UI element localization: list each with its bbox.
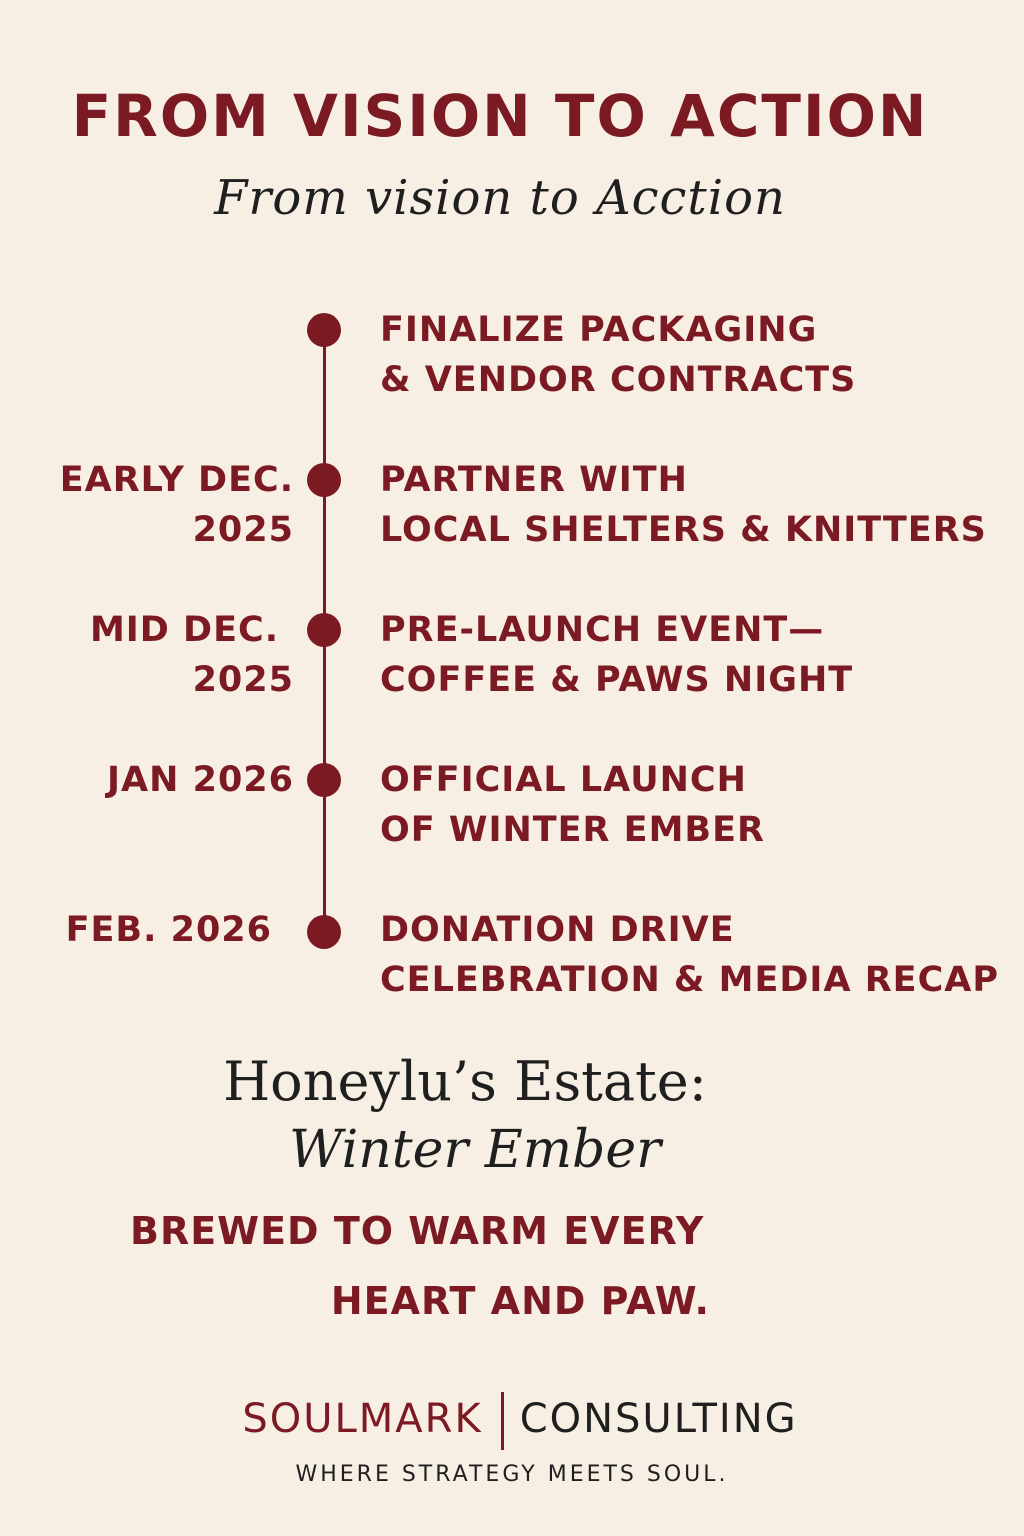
event-line: PARTNER WITH <box>380 460 688 500</box>
timeline-dot <box>307 463 341 497</box>
event-line: & VENDOR CONTRACTS <box>380 360 857 400</box>
timeline-date <box>14 755 294 805</box>
timeline-dot <box>307 313 341 347</box>
timeline-date <box>0 605 294 705</box>
timeline-dot <box>307 763 341 797</box>
logo-text-consulting: CONSULTING <box>519 1396 798 1442</box>
event-line: CELEBRATION & MEDIA RECAP <box>380 960 1000 1000</box>
timeline-dot <box>307 613 341 647</box>
company-logo <box>0 1392 1024 1450</box>
page-title: FROM VISION TO ACTION <box>71 82 929 150</box>
tagline-line: BREWED TO WARM EVERY <box>130 1209 705 1253</box>
timeline-event <box>380 905 1010 1005</box>
timeline-date <box>0 905 272 955</box>
date-line: JAN 2026 <box>107 760 294 800</box>
timeline-event <box>380 305 1010 405</box>
timeline-event <box>380 605 1010 705</box>
date-line: FEB. 2026 <box>65 910 272 950</box>
timeline-event <box>380 455 1010 555</box>
timeline-event <box>380 755 1010 855</box>
event-line: OFFICIAL LAUNCH <box>380 760 747 800</box>
event-line: PRE-LAUNCH EVENT— <box>380 610 825 650</box>
timeline-date <box>14 455 294 555</box>
date-line: EARLY DEC. <box>59 460 294 500</box>
event-line: LOCAL SHELTERS & KNITTERS <box>380 510 987 550</box>
date-line: 2025 <box>192 660 294 700</box>
event-line: COFFEE & PAWS NIGHT <box>380 660 854 700</box>
logo-divider <box>501 1392 504 1450</box>
event-line: FINALIZE PACKAGING <box>380 310 818 350</box>
page-subtitle: From vision to Acction <box>214 170 786 226</box>
footer-slogan: WHERE STRATEGY MEETS SOUL. <box>295 1462 729 1487</box>
brand-name: Honeylu’s Estate: <box>223 1050 707 1113</box>
product-name: Winter Ember <box>289 1120 661 1180</box>
logo-text-soulmark: SOULMARK <box>242 1396 483 1442</box>
timeline-dot <box>307 915 341 949</box>
date-line: 2025 <box>192 510 294 550</box>
tagline <box>130 1196 710 1336</box>
date-line: MID DEC. <box>89 610 279 650</box>
tagline-line: HEART AND PAW. <box>330 1279 710 1323</box>
event-line: DONATION DRIVE <box>380 910 735 950</box>
event-line: OF WINTER EMBER <box>380 810 765 850</box>
